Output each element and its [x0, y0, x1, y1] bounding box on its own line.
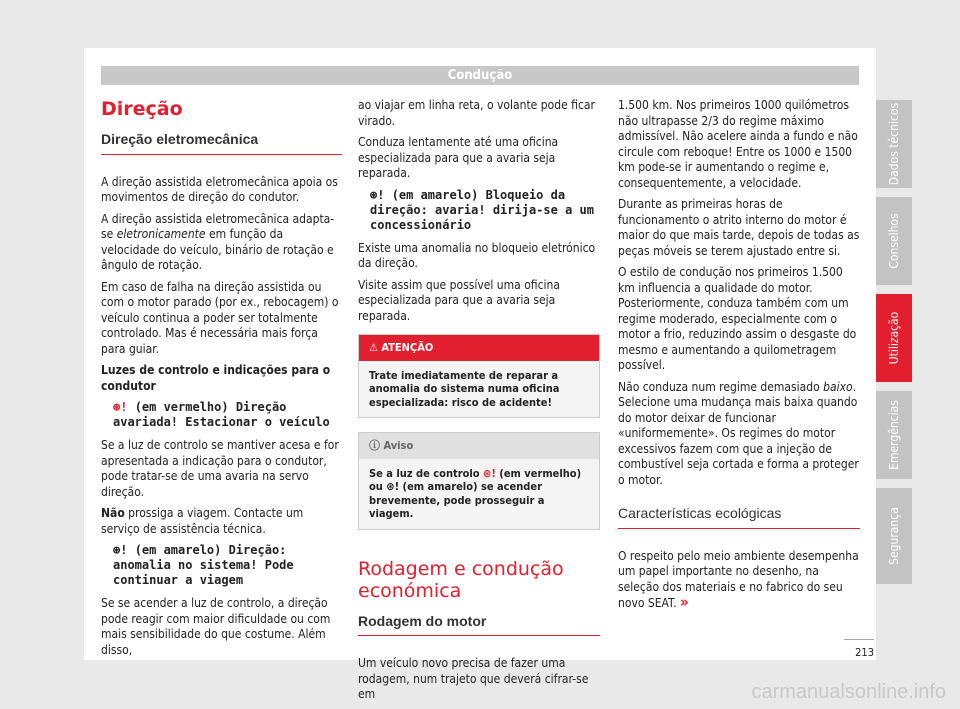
paragraph: A direção assistida eletromecânica adapta-se eletronicamente em função da velocidade do veículo, binário de rotação e ângulo de rotação.: [101, 211, 335, 272]
watermark: carmanualsonline.info: [751, 681, 946, 703]
warning-box-body: Trate imediatamente de reparar a anomalia do sistema numa oficina especializada: risco de acidente!: [369, 368, 560, 409]
warning-triangle-icon: ⚠: [369, 341, 378, 354]
tab-emergencias[interactable]: Emergências: [876, 391, 912, 479]
section-title: Direção: [101, 98, 183, 120]
steering-lock-icon: ⊛!: [370, 187, 385, 202]
paragraph: Não conduza num regime demasiado baixo. Selecione uma mudança mais baixa quando do motor deixar de funcionar «uniformemente». Os regimes do motor excessivos fazem com que a injeção de combustível seja cortada e forma a proteger o motor.: [618, 379, 859, 487]
warning-message: ⊛! (em amarelo) Direção: anomalia no sistema! Pode continuar a viagem: [113, 543, 294, 587]
tab-utilizacao[interactable]: Utilização: [876, 294, 912, 382]
info-icon: ⓘ: [369, 439, 380, 452]
tab-dados-tecnicos[interactable]: Dados técnicos: [876, 100, 912, 188]
paragraph: Durante as primeiras horas de funcionamento o atrito interno do motor é maior do que mais tarde, depois de todas as peças móveis se terem ajustado entre si.: [618, 197, 860, 258]
section-title: Rodagem e condução económica: [358, 557, 564, 602]
paragraph: Se a luz de controlo se mantiver acesa e for apresentada a indicação para o condutor, pode tratar-se de uma avaria na servo direção.: [101, 438, 339, 499]
note-box-body: Se a luz de controlo ⊛! (em vermelho) ou ⊛! (em amarelo) se acender brevemente, pode prosseguir a viagem.: [369, 466, 582, 520]
steering-warning-icon: ⊛!: [113, 543, 128, 557]
paragraph-heading: Luzes de controlo e indicações para o condutor: [101, 363, 331, 393]
subsection-title: Rodagem do motor: [358, 614, 600, 637]
warning-box: [358, 334, 600, 418]
paragraph: Um veículo novo precisa de fazer uma rodagem, num trajeto que deverá cifrar-se em: [358, 656, 589, 701]
tab-seguranca[interactable]: Segurança: [876, 488, 912, 584]
steering-warning-icon: ⊛!: [113, 400, 128, 414]
subsection-title: Direção eletromecânica: [101, 132, 342, 155]
paragraph: Existe uma anomalia no bloqueio eletrónico da direção.: [358, 240, 596, 270]
continue-arrow-icon: »: [680, 593, 689, 611]
paragraph: Em caso de falha na direção assistida ou com o motor parado (por ex., rebocagem) o veículo continua a poder ser totalmente controlado. Mas é necessária mais força para guiar.: [101, 279, 339, 356]
tab-conselhos[interactable]: Conselhos: [876, 197, 912, 285]
warning-message: ⊛! (em vermelho) Direção avariada! Estacionar o veículo: [113, 400, 330, 429]
paragraph: Visite assim que possível uma oficina especializada para que a avaria seja reparada.: [358, 277, 561, 323]
paragraph: Se se acender a luz de controlo, a direção pode reagir com maior dificuldade ou com mais sensibilidade do que costume. Além disso,: [101, 596, 331, 657]
warning-message: ⊛! (em amarelo) Bloqueio da direção: avaria! dirija-se a um concessionário: [370, 187, 594, 232]
steering-warning-icon: ⊛!: [386, 480, 400, 493]
note-box-header: ⓘ Aviso: [359, 433, 599, 459]
column-1: [101, 98, 342, 664]
note-box: [358, 432, 600, 530]
paragraph: O respeito pelo meio ambiente desempenha um papel importante no desenho, na seleção dos materiais e no fabrico do seu novo SEAT. »: [618, 548, 859, 611]
column-2: [358, 98, 600, 709]
section-header: Condução: [101, 66, 859, 85]
warning-box-header: ⚠ ATENÇÃO: [359, 335, 599, 361]
paragraph: Conduza lentamente até uma oficina especializada para que a avaria seja reparada.: [358, 135, 559, 180]
paragraph: ao viajar em linha reta, o volante pode ficar virado.: [358, 98, 595, 128]
page-number: 213: [842, 646, 874, 659]
steering-warning-icon: ⊛!: [483, 466, 496, 480]
column-3: [618, 98, 860, 618]
paragraph: A direção assistida eletromecânica apoia os movimentos de direção do condutor.: [101, 174, 338, 204]
paragraph: Não prossiga a viagem. Contacte um serviço de assistência técnica.: [101, 506, 304, 536]
paragraph: 1.500 km. Nos primeiros 1000 quilómetros não ultrapasse 2/3 do regime máximo admissível. Não acelere ainda a fundo e não circule com reboque! Entre os 1000 e 1500 km pode-se ir aumentando o regime e, consequentemente, a velocidade.: [618, 98, 858, 190]
paragraph: O estilo de condução nos primeiros 1.500 km influencia a qualidade do motor. Posteriormente, conduza também com um regime moderado, especialmente com o motor a frio, reduzindo assim o desgaste do mesmo e aumentando a quilometragem possível.: [618, 265, 857, 372]
subsection-title: Características ecológicas: [618, 506, 860, 529]
